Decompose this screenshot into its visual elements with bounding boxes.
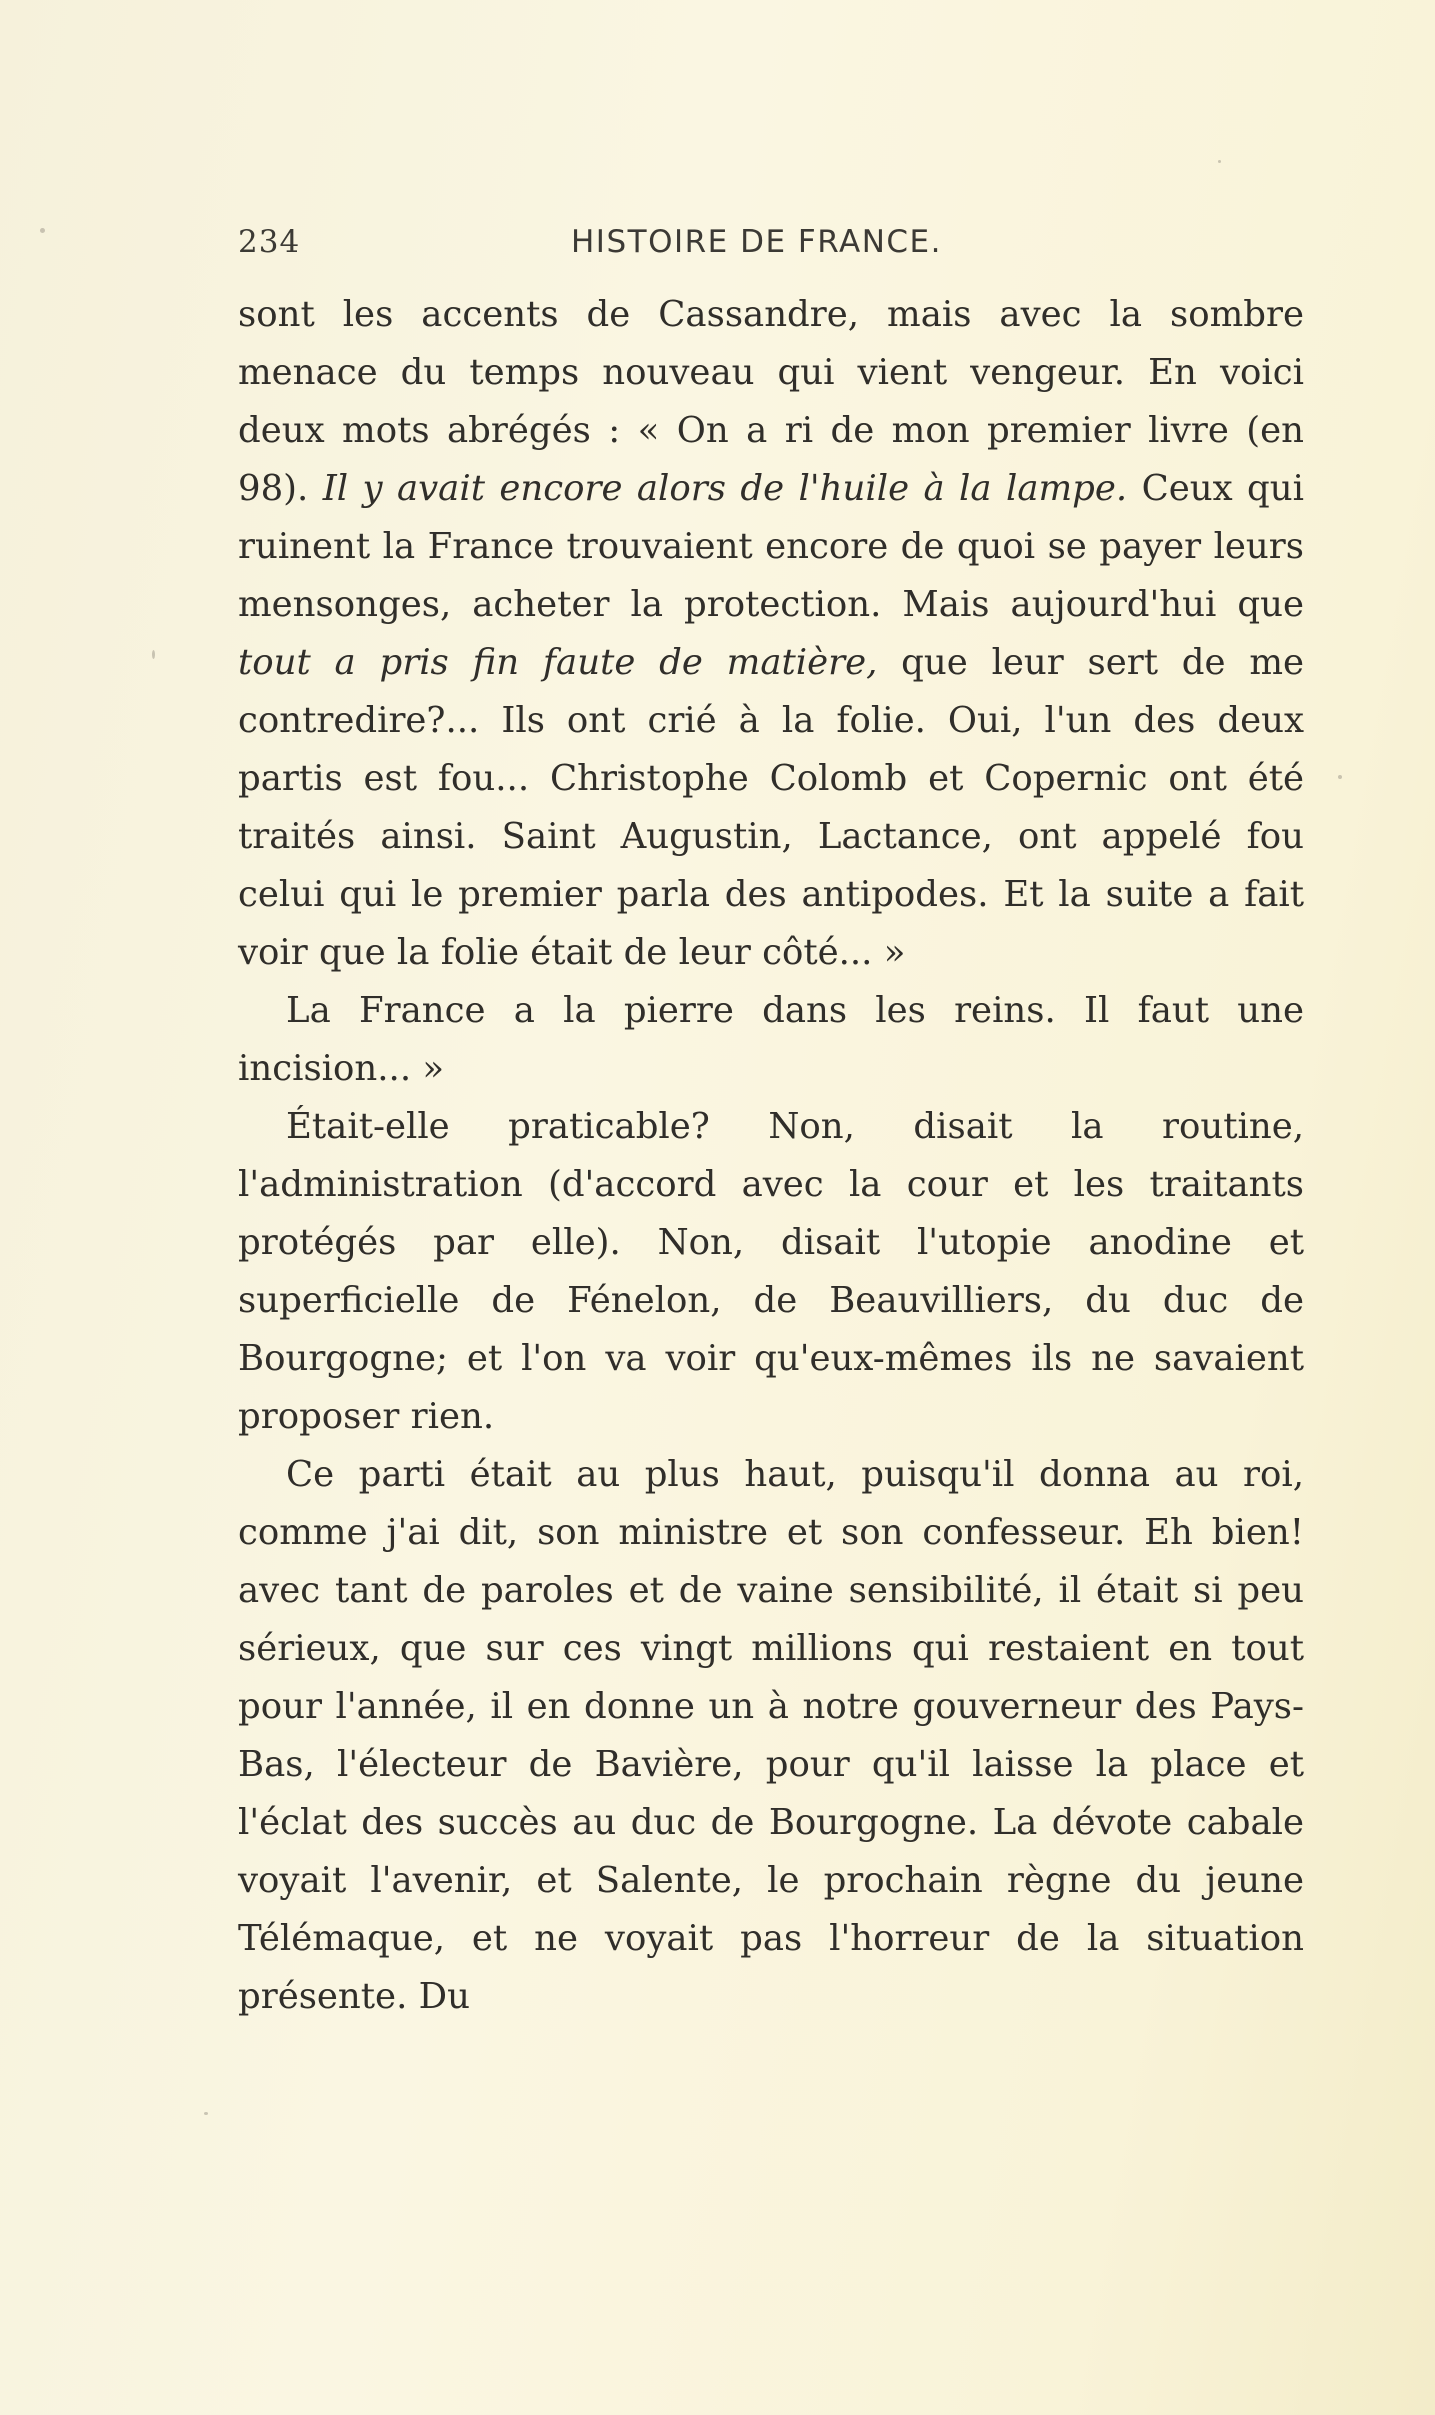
paragraph-4: Ce parti était au plus haut, puisqu'il donna au roi, comme j'ai dit, son ministre et son confesseur. Eh bien! avec tant de paroles et de vaine sensibilité, il était si peu sérieux, que sur ces vingt millions qui restaient en tout pour l'année, il en donne un à notre gouverneur des Pays-Bas, l'électeur de Bavière, pour qu'il laisse la place et l'éclat des succès au duc de Bourgogne. La dévote cabale voyait l'avenir, et Salente, le prochain règne du jeune Télémaque, et ne voyait pas l'horreur de la situation présente. Du [238,1454,1304,2017]
paragraph-1-italic-phrase: tout a pris fin faute de matière, [238,642,878,683]
paragraph-3: Était-elle praticable? Non, disait la routine, l'administration (d'accord avec la cour et les traitants protégés par elle). Non, disait l'utopie anodine et superficielle de Fénelon, de Beauvilliers, du duc de Bourgogne; et l'on va voir qu'eux-mêmes ils ne savaient proposer rien. [238,1106,1304,1437]
paper-speck [1218,160,1221,163]
paragraph-1-italic-quote: Il y avait encore alors de l'huile à la lampe. [322,468,1128,509]
paragraph-1-text-c: que leur sert de me contredire?... Ils ont crié à la folie. Oui, l'un des deux partis est fou... Christophe Colomb et Copernic ont été traités ainsi. Saint Augustin, Lactance, ont appelé fou celui qui le premier parla des antipodes. Et la suite a fait voir que la folie était de leur côté... » [238,642,1305,973]
paper-speck [204,2112,208,2115]
paper-speck [40,228,45,233]
paper-speck [1338,775,1342,779]
paragraph-2: La France a la pierre dans les reins. Il faut une incision... » [238,990,1304,1089]
running-title: HISTOIRE DE FRANCE. [571,224,942,260]
page-number: 234 [238,224,301,260]
body-text [238,286,1304,2026]
paper-speck [152,650,155,659]
page-header [238,224,1298,264]
paragraph-1-text-b: Ceux qui ruinent la France trouvaient encore de quoi se payer leurs mensonges, acheter la protection. Mais aujourd'hui que [238,468,1304,625]
paragraph-1 [238,286,1304,982]
paragraph-1-text-a: sont les accents de Cassandre, mais avec la sombre menace du temps nouveau qui vient vengeur. En voici deux mots abrégés : « On a ri de mon premier livre (en 98). [238,294,1304,509]
